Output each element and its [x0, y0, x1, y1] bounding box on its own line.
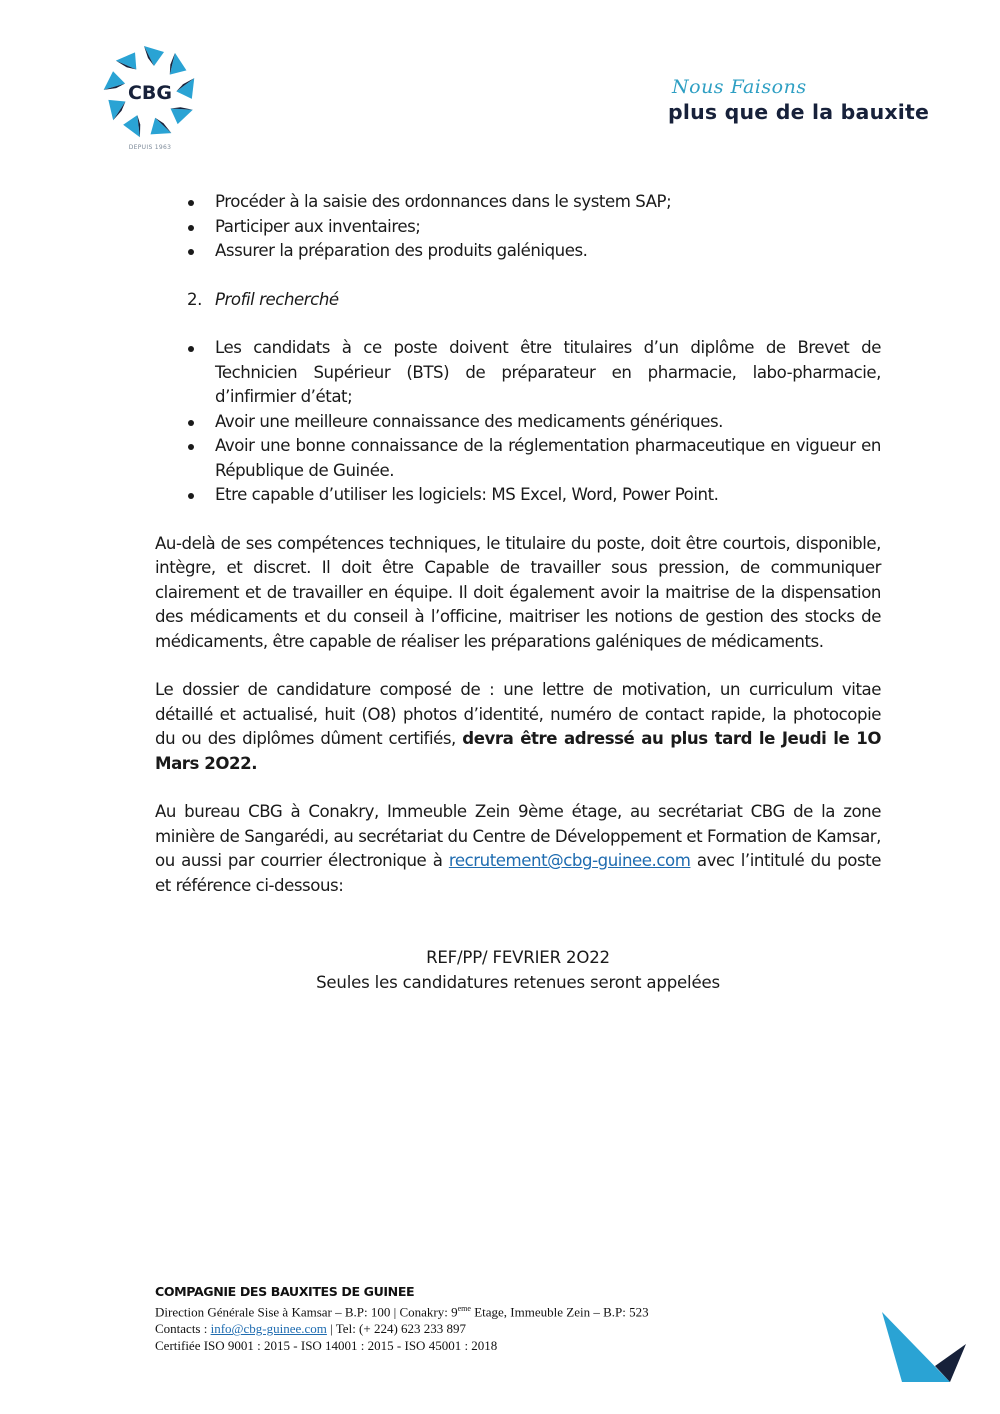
bullet-icon [188, 493, 194, 499]
list-item: Avoir une bonne connaissance de la réglementation pharmaceutique en vigueur en République de Guinée. [155, 434, 881, 483]
logo-caption: DEPUIS 1963 [128, 144, 172, 151]
header-slogan [668, 74, 978, 134]
footer-address: Direction Générale Sise à Kamsar – B.P: 100 | Conakry: 9eme Etage, Immeuble Zein – B.P: 523 [155, 1304, 649, 1320]
bullet-icon [188, 225, 194, 231]
cbg-logo-emblem-icon [95, 40, 205, 144]
list-item: Participer aux inventaires; [155, 215, 881, 240]
address-paragraph: Au bureau CBG à Conakry, Immeuble Zein 9ème étage, au secrétariat CBG de la zone minière de Sangarédi, au secrétariat du Centre de Développement et Formation de Kamsar, ou aussi par courrier électronique à recrutement@cbg-guinee.com avec l’intitulé du poste et référence ci-dessous: [155, 802, 881, 895]
bullet-icon [188, 420, 194, 426]
list-item: Assurer la préparation des produits galéniques. [155, 239, 881, 264]
bullet-icon [188, 444, 194, 450]
bullet-icon [188, 346, 194, 352]
skills-paragraph: Au-delà de ses compétences techniques, le titulaire du poste, doit être courtois, disponible, intègre, et discret. Il doit être Capable de travailler sous pression, de communiquer clairement et de travailler en équipe. Il doit également avoir la maitrise de la dispensation des médicaments et du conseil à l’officine, maitriser les notions de gestion des stocks de médicaments, être capable de réaliser les préparations galéniques de médicaments. [155, 533, 881, 651]
footer-certifications: Certifiée ISO 9001 : 2015 - ISO 14001 : 2015 - ISO 45001 : 2018 [155, 1338, 498, 1354]
list-item: Etre capable d’utiliser les logiciels: MS Excel, Word, Power Point. [155, 483, 881, 508]
recruitment-email-link[interactable]: recrutement@cbg-guinee.com [448, 851, 691, 870]
list-item: Les candidats à ce poste doivent être titulaires d’un diplôme de Brevet de Technicien Supérieur (BTS) de préparateur en pharmacie, labo-pharmacie, d’infirmier d’état; [155, 336, 881, 410]
section-number: 2. [187, 289, 202, 309]
footer [155, 1283, 795, 1354]
section-title: Profil recherché [215, 289, 339, 309]
slogan-main: plus que de la bauxite [668, 100, 930, 124]
bullet-icon [188, 200, 194, 206]
reference-block [155, 946, 881, 995]
cbg-logo [95, 40, 205, 158]
slogan-script: Nous Faisons [672, 76, 807, 98]
contact-email-link[interactable]: info@cbg-guinee.com [210, 1321, 327, 1337]
reference-note: Seules les candidatures retenues seront appelées [316, 972, 720, 992]
deadline-text: devra être adressé au plus tard le Jeudi le 1O Mars 2O22. [155, 729, 881, 773]
profile-list [155, 336, 881, 508]
section-heading [155, 288, 881, 313]
reference-code: REF/PP/ FEVRIER 2O22 [426, 948, 610, 967]
list-item: Procéder à la saisie des ordonnances dans le system SAP; [155, 190, 881, 215]
footer-company-name: COMPAGNIE DES BAUXITES DE GUINEE [155, 1284, 415, 1299]
footer-contacts: Contacts : info@cbg-guinee.com | Tel: (+ 224) 623 233 897 [155, 1321, 467, 1337]
corner-brand-mark-icon [880, 1310, 970, 1388]
tasks-list [155, 190, 881, 264]
bullet-icon [188, 249, 194, 255]
application-paragraph: Le dossier de candidature composé de : une lettre de motivation, un curriculum vitae détaillé et actualisé, huit (O8) photos d’identité, numéro de contact rapide, la photocopie du ou des diplômes dûment certifiés, devra être adressé au plus tard le Jeudi le 1O Mars 2O22. [155, 680, 881, 773]
list-item: Avoir une meilleure connaissance des medicaments génériques. [155, 410, 881, 435]
document-body [155, 190, 881, 995]
logo-text: CBG [127, 82, 173, 104]
